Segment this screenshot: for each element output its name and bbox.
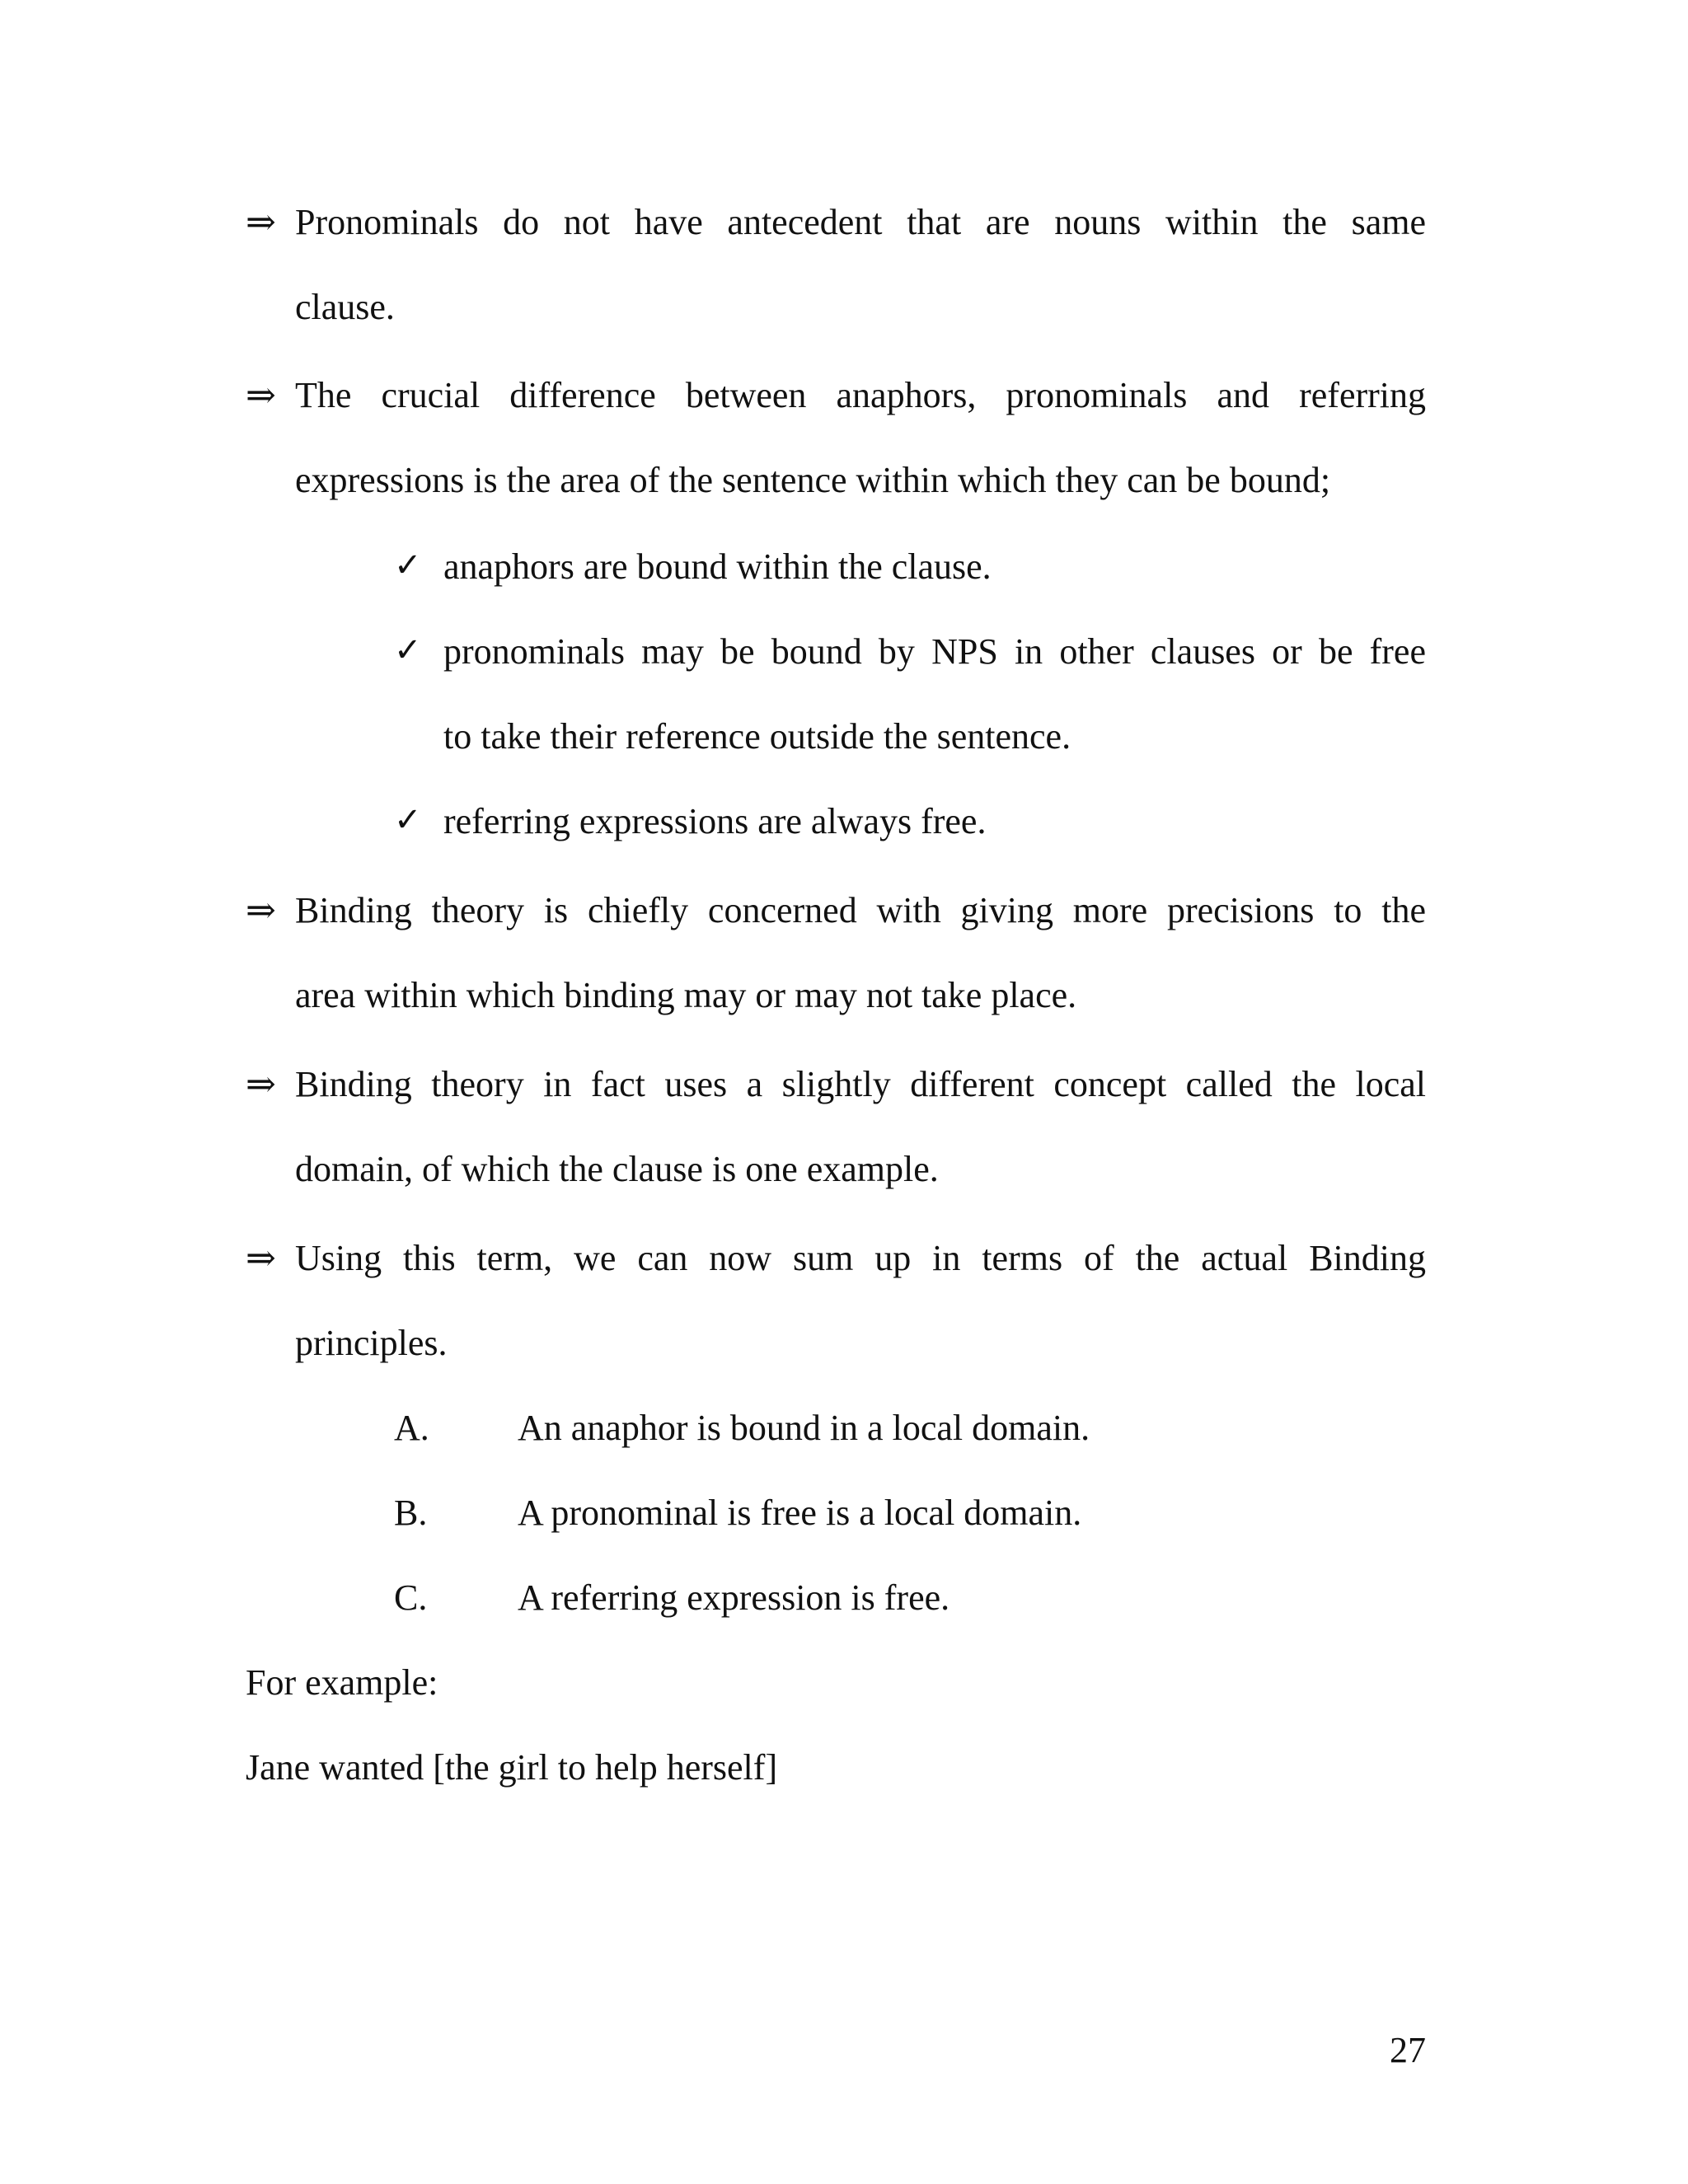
checkmark-icon: ✓ [394,546,422,584]
check-item-3: referring expressions are always free. [443,801,987,841]
bullet-2-line-2: expressions is the area of the sentence within which they can be bound; [295,460,1331,500]
bullet-4-line-1: Binding theory in fact uses a slightly different concept called the local [295,1064,1426,1104]
implies-arrow-icon: ⇒ [246,889,276,931]
bullet-1-line-1: Pronominals do not have antecedent that are nouns within the same [295,202,1426,242]
implies-arrow-icon: ⇒ [246,1063,276,1105]
implies-arrow-icon: ⇒ [246,1237,276,1279]
checkmark-icon: ✓ [394,631,422,669]
principle-letter: B. [394,1493,428,1533]
principle-letter: C. [394,1577,428,1618]
check-item-2-line-2: to take their reference outside the sentence. [443,716,1071,757]
checkmark-icon: ✓ [394,801,422,839]
principle-text: A pronominal is free is a local domain. [518,1493,1082,1533]
check-item-1: anaphors are bound within the clause. [443,546,992,587]
bullet-5-line-1: Using this term, we can now sum up in terms of the actual Binding [295,1238,1426,1278]
bullet-2-line-1: The crucial difference between anaphors, pronominals and referring [295,375,1426,415]
bullet-4-line-2: domain, of which the clause is one example. [295,1149,939,1189]
bullet-1-line-2: clause. [295,287,395,327]
page-number: 27 [1390,2030,1426,2070]
example-sentence: Jane wanted [the girl to help herself] [246,1747,778,1788]
example-label: For example: [246,1662,438,1703]
implies-arrow-icon: ⇒ [246,201,276,243]
bullet-3-line-2: area within which binding may or may not take place. [295,975,1077,1015]
implies-arrow-icon: ⇒ [246,374,276,416]
check-item-2-line-1: pronominals may be bound by NPS in other clauses or be free [443,631,1426,672]
bullet-3-line-1: Binding theory is chiefly concerned with giving more precisions to the [295,890,1426,930]
principle-text: An anaphor is bound in a local domain. [518,1408,1090,1448]
principle-letter: A. [394,1408,429,1448]
bullet-5-line-2: principles. [295,1323,448,1363]
principle-text: A referring expression is free. [518,1577,950,1618]
